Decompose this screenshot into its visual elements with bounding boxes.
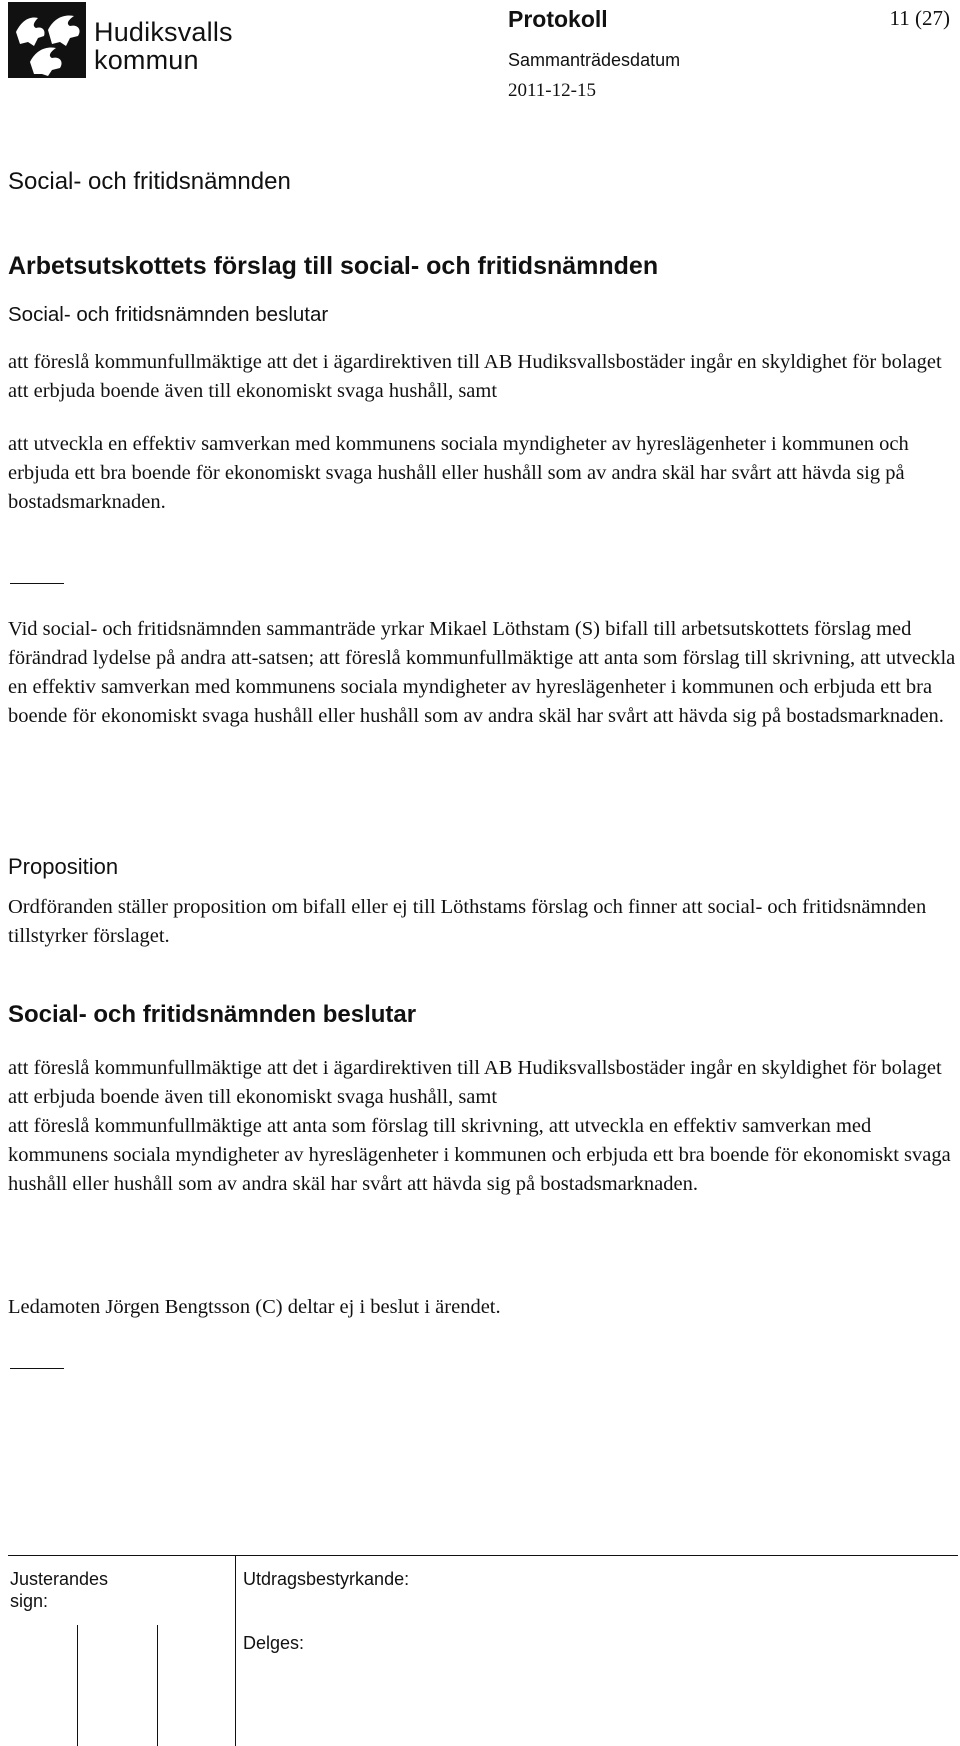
justerandes-line-2: sign: (10, 1591, 49, 1611)
page-number: 11 (27) (889, 6, 950, 30)
justerandes-label (10, 1568, 108, 1612)
footer-rule (8, 1555, 958, 1556)
paragraph-4: Ordföranden ställer proposition om bifall eller ej till Löthstams förslag och finner att social- och fritidsnämnden tillstyrker förslaget. (8, 896, 927, 947)
meeting-date: 2011-12-15 (508, 80, 596, 101)
paragraph-6: att föreslå kommunfullmäktige att anta som förslag till skrivning, att utveckla en effektiv samverkan med kommunens sociala myndigheter av hyreslägenheter i kommunen och erbjuda ett bra boende för ekonomiskt svaga hushåll eller hushåll som av andra skäl har svårt att hävda sig på bostadsmarknaden. (8, 1115, 951, 1195)
signature-box-divider-2 (157, 1625, 158, 1746)
meeting-date-label: Sammanträdesdatum (508, 50, 681, 70)
paragraph-2: att utveckla en effektiv samverkan med kommunens sociala myndigheter av hyreslägenheter i kommunen och erbjuda ett bra boende för ekonomiskt svaga hushåll eller hushåll som av andra skäl har svårt att hävda sig på bostadsmarknaden. (8, 433, 909, 513)
proposition-heading: Proposition (8, 854, 119, 879)
logo-line-1: Hudiksvalls (94, 17, 233, 47)
section-divider-2 (10, 1368, 64, 1369)
logo-wordmark (94, 18, 233, 74)
delges-label: Delges: (243, 1633, 305, 1653)
section-divider (10, 583, 64, 584)
signature-box-divider-1 (77, 1625, 78, 1746)
decision-heading: Social- och fritidsnämnden beslutar (8, 1001, 417, 1028)
utdragsbestyrkande-label: Utdragsbestyrkande: (243, 1569, 410, 1589)
paragraph-3: Vid social- och fritidsnämnden sammanträde yrkar Mikael Löthstam (S) bifall till arbetsutskottets förslag med förändrad lydelse på andra att-satsen; att föreslå kommunfullmäktige att anta som förslag till skrivning, att utveckla en effektiv samverkan med kommunens sociala myndigheter av hyreslägenheter i kommunen och erbjuda ett bra boende för ekonomiskt svaga hushåll eller hushåll som av andra skäl har svårt att hävda sig på bostadsmarknaden. (8, 618, 956, 727)
footer-column-divider (235, 1555, 236, 1746)
municipality-logo (8, 2, 248, 78)
justerandes-line-1: Justerandes (10, 1569, 109, 1589)
paragraph-5: att föreslå kommunfullmäktige att det i ägardirektiven till AB Hudiksvallsbostäder ingår en skyldighet för bolaget att erbjuda boende även till ekonomiskt svaga hushåll, samt (8, 1057, 942, 1108)
section-heading: Arbetsutskottets förslag till social- och fritidsnämnden (8, 252, 659, 280)
paragraph-7: Ledamoten Jörgen Bengtsson (C) deltar ej i beslut i ärendet. (8, 1296, 501, 1318)
committee-name: Social- och fritidsnämnden (8, 168, 291, 195)
logo-line-2: kommun (94, 45, 199, 75)
document-type: Protokoll (508, 6, 608, 32)
decides-line: Social- och fritidsnämnden beslutar (8, 303, 329, 326)
paragraph-1: att föreslå kommunfullmäktige att det i ägardirektiven till AB Hudiksvallsbostäder ingår en skyldighet för bolaget att erbjuda boende även till ekonomiskt svaga hushåll, samt (8, 351, 942, 402)
goat-emblem-icon (8, 2, 86, 78)
